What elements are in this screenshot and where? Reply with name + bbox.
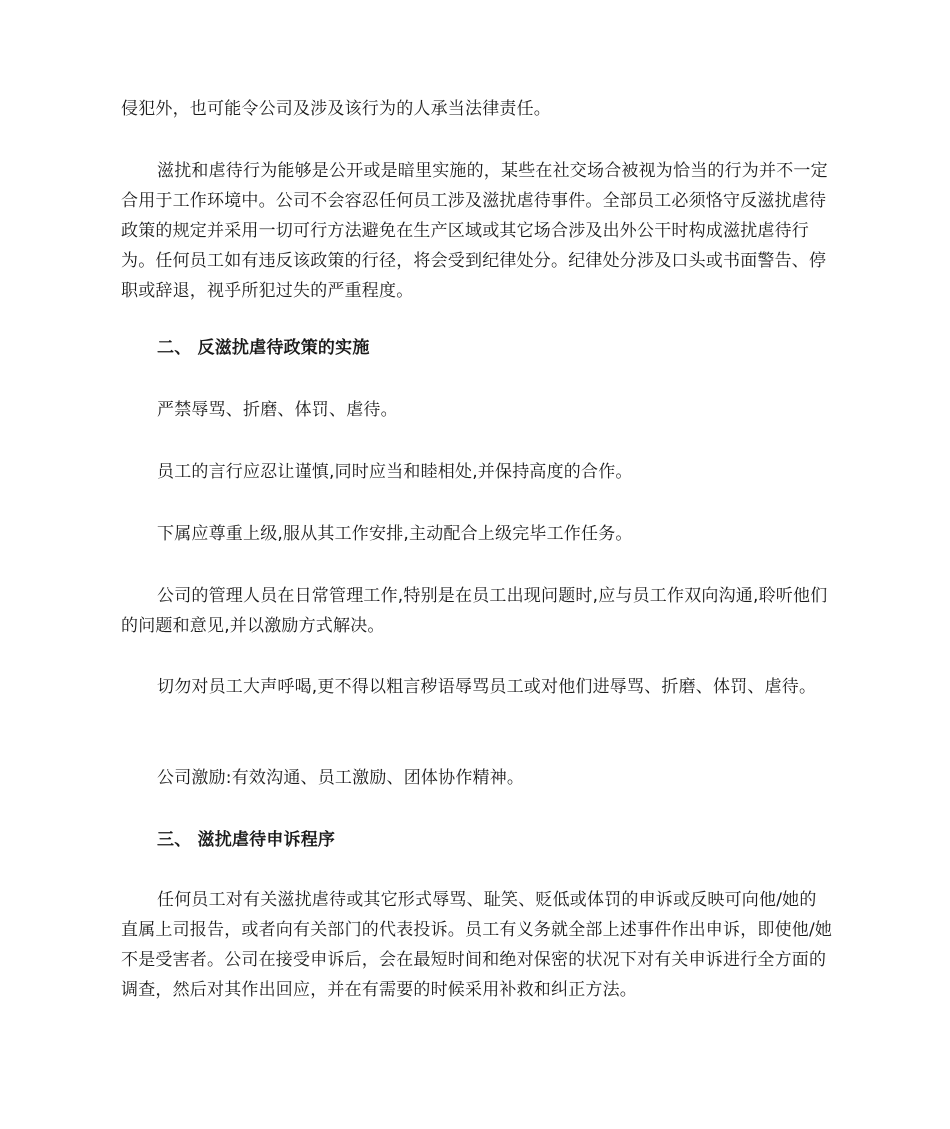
paragraph-continuation: 侵犯外，也可能令公司及涉及该行为的人承当法律责任。 <box>121 99 551 119</box>
paragraph-employee-conduct: 员工的言行应忍让谨慎,同时应当和睦相处,并保持高度的合作。 <box>157 462 633 482</box>
paragraph-complaint-procedure: 任何员工对有关滋扰虐待或其它形式辱骂、耻笑、贬低或体罚的申诉或反映可向他/她的直属上司报告，或者向有关部门的代表投诉。员工有义务就全部上述事件作出申诉，即使他/她不是受害者。公司在接受申诉后，会在最短时间和绝对保密的状况下对有关申诉进行全方面的调查，然后对其作出回应，并在有需要的时候采用补救和纠正方法。 <box>121 890 833 1000</box>
paragraph-harassment-definition: 滋扰和虐待行为能够是公开或是暗里实施的，某些在社交场合被视为恰当的行为并不一定合用于工作环境中。公司不会容忍任何员工涉及滋扰虐待事件。全部员工必须恪守反滋扰虐待政策的规定并采用一切可行方法避免在生产区域或其它场合涉及出外公干时构成滋扰虐待行为。任何员工如有违反该政策的行径，将会受到纪律处分。纪律处分涉及口头或书面警告、停职或辞退，视乎所犯过失的严重程度。 <box>121 161 828 301</box>
section-heading-2: 二、 反滋扰虐待政策的实施 <box>157 338 370 358</box>
paragraph-no-shouting: 切勿对员工大声呼喝,更不得以粗言秽语辱骂员工或对他们进辱骂、折磨、体罚、虐待。 <box>157 677 817 697</box>
paragraph-subordinate-respect: 下属应尊重上级,服从其工作安排,主动配合上级完毕工作任务。 <box>157 524 633 544</box>
paragraph-company-motivation: 公司激励:有效沟通、员工激励、团体协作精神。 <box>157 768 525 788</box>
paragraph-prohibition: 严禁辱骂、折磨、体罚、虐待。 <box>157 400 398 420</box>
section-heading-3: 三、 滋扰虐待申诉程序 <box>157 830 336 850</box>
paragraph-management-communication: 公司的管理人员在日常管理工作,特别是在员工出现问题时,应与员工作双向沟通,聆听他们的问题和意见,并以激励方式解决。 <box>121 586 828 636</box>
